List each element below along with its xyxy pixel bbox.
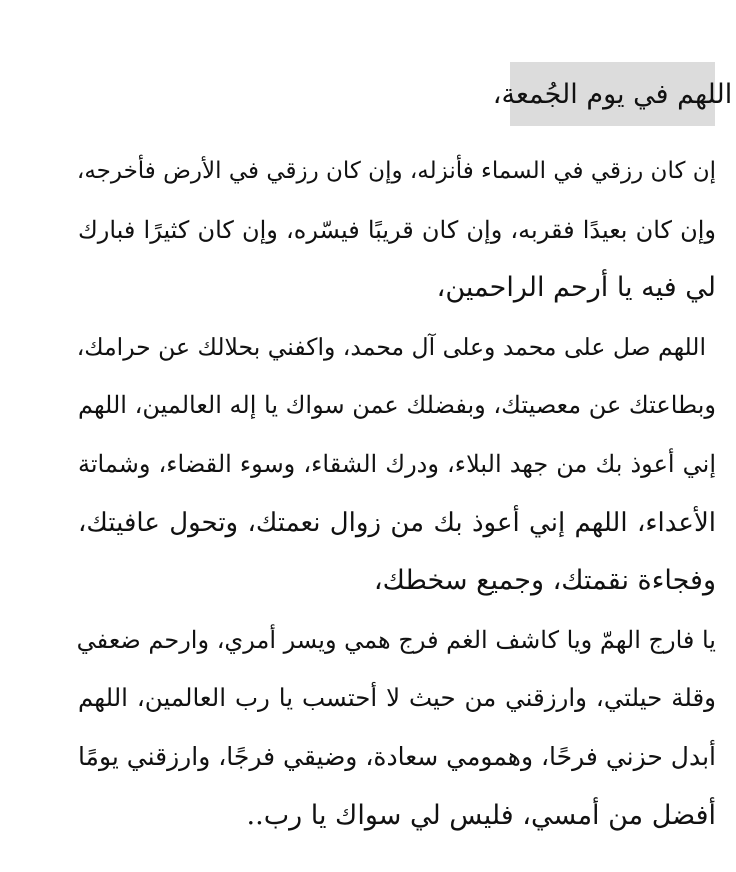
text-line: يا فارج الهمّ ويا كاشف الغم فرج همي ويسر أمري، وارحم ضعفي [76, 625, 716, 654]
text-line: الأعداء، اللهم إني أعوذ بك من زوال نعمتك، وتحول عافيتك، [78, 507, 716, 538]
text-line: أبدل حزني فرحًا، وهمومي سعادة، وضيقي فرجًا، وارزقني يومًا [77, 741, 716, 771]
title-box [492, 62, 733, 126]
text-line: اللهم صل على محمد وعلى آل محمد، واكفني بحلالك عن حرامك، [76, 332, 706, 361]
text-line: وفجاءة نقمتك، وجميع سخطك، [373, 565, 716, 597]
text-line: وإن كان بعيدًا فقربه، وإن كان قريبًا فيسّره، وإن كان كثيرًا فبارك [78, 215, 716, 244]
prayer-text [78, 142, 716, 845]
text-line: إن كان رزقي في السماء فأنزله، وإن كان رزقي في الأرض فأخرجه، [76, 158, 716, 184]
text-line: إني أعوذ بك من جهد البلاء، ودرك الشقاء، وسوء القضاء، وشماتة [78, 449, 716, 478]
text-line: وبطاعتك عن معصيتك، وبفضلك عمن سواك يا إله العالمين، اللهم [78, 391, 716, 420]
text-line: لي فيه يا أرحم الراحمين، [436, 272, 716, 304]
text-line: وقلة حيلتي، وارزقني من حيث لا أحتسب يا رب العالمين، اللهم [78, 683, 716, 713]
text-line: أفضل من أمسي، فليس لي سواك يا رب.. [246, 799, 716, 831]
page-title: اللهم في يوم الجُمعة، [492, 78, 733, 110]
